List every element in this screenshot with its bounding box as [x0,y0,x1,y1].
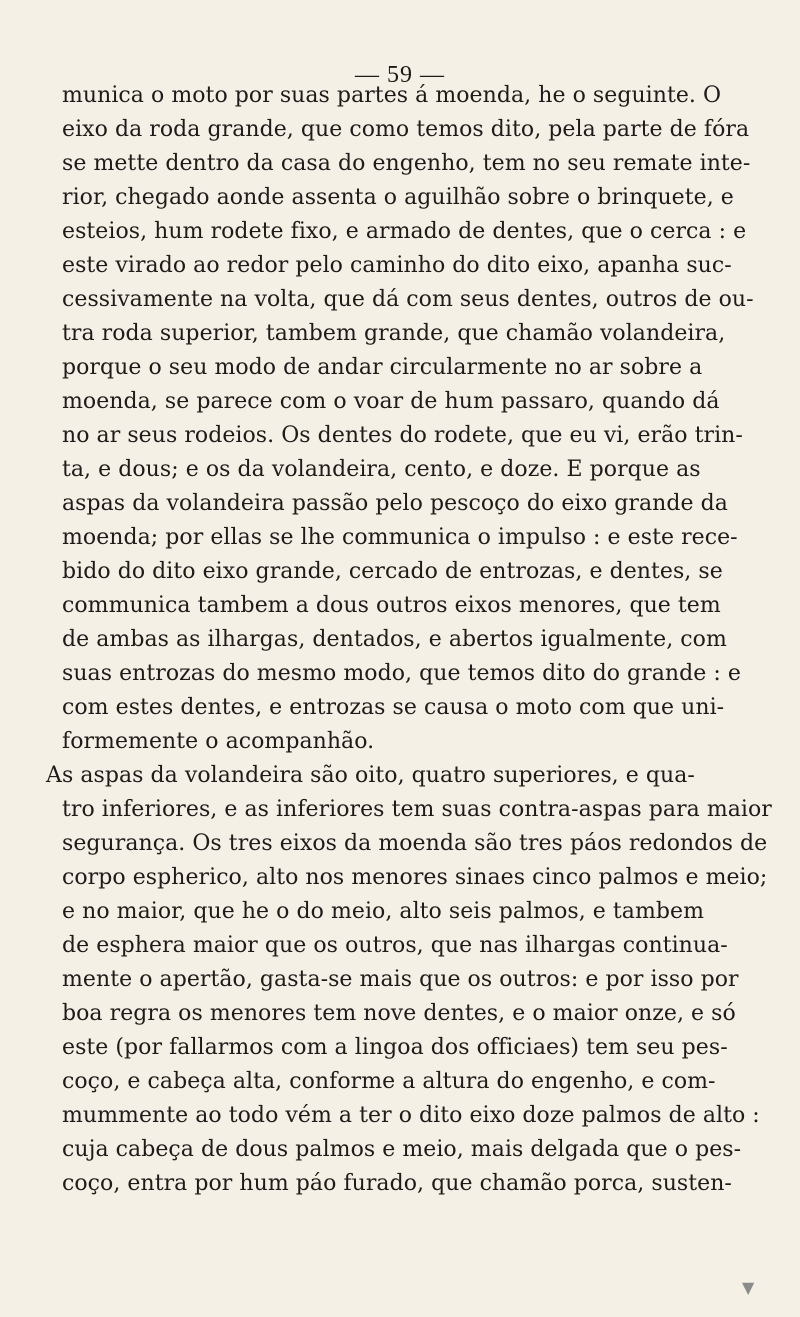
text-line-10: moenda, se parece com o voar de hum passaro, quando dá [62,389,720,414]
text-line-2: eixo da roda grande, que como temos dito, pela parte de fóra [62,117,750,142]
text-line-4: rior, chegado aonde assenta o aguilhão sobre o brinquete, e [62,185,734,210]
text-line-15: bido do dito eixo grande, cercado de entrozas, e dentes, se [62,559,723,584]
text-line-6: este virado ao redor pelo caminho do dito eixo, apanha suc- [62,253,732,278]
text-line-5: esteios, hum rodete fixo, e armado de dentes, que o cerca : e [62,219,747,244]
footer-mark-icon: ▼ [742,1278,755,1297]
text-line-25: e no maior, que he o do meio, alto seis palmos, e tambem [62,899,704,924]
text-line-17: de ambas as ilhargas, dentados, e abertos igualmente, com [62,627,727,652]
text-line-16: communica tambem a dous outros eixos menores, que tem [62,593,721,618]
text-line-9: porque o seu modo de andar circularmente no ar sobre a [62,355,703,380]
text-line-30: coço, e cabeça alta, conforme a altura do engenho, e com- [62,1069,716,1094]
text-line-29: este (por fallarmos com a lingoa dos officiaes) tem seu pes- [62,1035,728,1060]
text-line-21: As aspas da volandeira são oito, quatro superiores, e qua- [46,763,695,788]
text-line-19: com estes dentes, e entrozas se causa o moto com que uni- [62,695,725,720]
text-line-28: boa regra os menores tem nove dentes, e o maior onze, e só [62,1001,736,1026]
text-line-27: mente o apertão, gasta-se mais que os outros: e por isso por [62,967,739,992]
text-line-8: tra roda superior, tambem grande, que chamão volandeira, [62,321,726,346]
text-line-3: se mette dentro da casa do engenho, tem no seu remate inte- [62,151,751,176]
text-line-18: suas entrozas do mesmo modo, que temos dito do grande : e [62,661,741,686]
text-line-23: segurança. Os tres eixos da moenda são tres páos redondos de [62,831,768,856]
text-line-31: mummente ao todo vém a ter o dito eixo doze palmos de alto : [62,1103,760,1128]
text-line-24: corpo espherico, alto nos menores sinaes cinco palmos e meio; [62,865,768,890]
page-number: — 59 — [355,62,445,88]
text-line-32: cuja cabeça de dous palmos e meio, mais delgada que o pes- [62,1137,742,1162]
text-line-33: coço, entra por hum páo furado, que chamão porca, susten- [62,1171,732,1196]
text-line-20: formemente o acompanhão. [62,729,375,754]
text-line-12: ta, e dous; e os da volandeira, cento, e doze. E porque as [62,457,701,482]
text-line-13: aspas da volandeira passão pelo pescoço do eixo grande da [62,491,728,516]
text-line-14: moenda; por ellas se lhe communica o impulso : e este rece- [62,525,738,550]
text-line-1: munica o moto por suas partes á moenda, he o seguinte. O [62,83,722,108]
text-line-26: de esphera maior que os outros, que nas ilhargas continua- [62,933,728,958]
text-line-7: cessivamente na volta, que dá com seus dentes, outros de ou- [62,287,754,312]
text-line-11: no ar seus rodeios. Os dentes do rodete, que eu vi, erão trin- [62,423,743,448]
text-line-22: tro inferiores, e as inferiores tem suas contra-aspas para maior [62,797,772,822]
